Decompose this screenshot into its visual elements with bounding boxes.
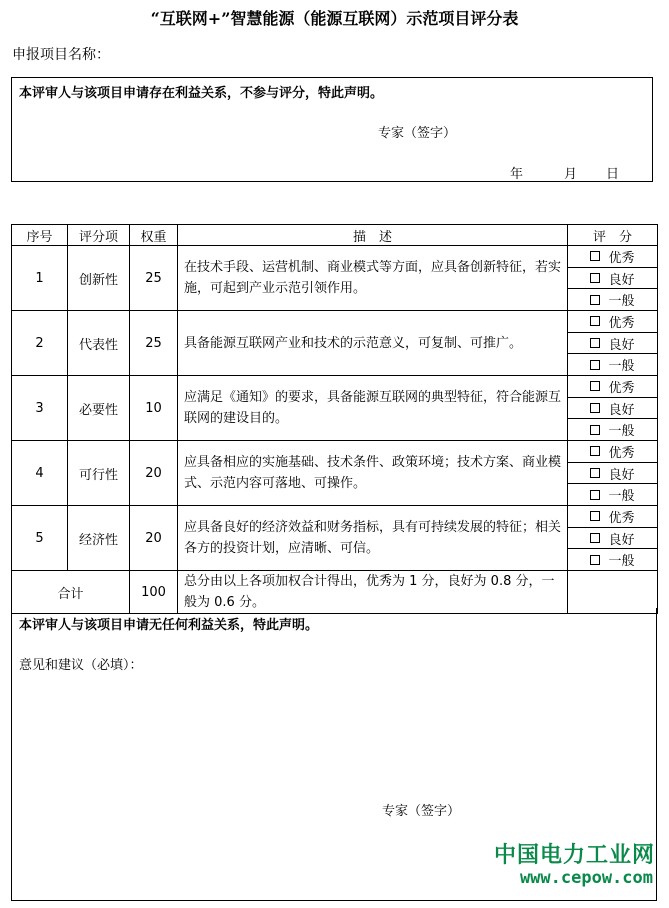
score-option-label: 一般 (608, 554, 635, 570)
row-description: 应具备相应的实施基础、技术条件、政策环境；技术方案、商业模式、示范内容可落地、可操作。 (178, 441, 568, 506)
no-conflict-declaration-text: 本评审人与该项目申请无任何利益关系，特此声明。 (19, 618, 319, 633)
score-option-label: 优秀 (608, 250, 635, 266)
checkbox-icon[interactable] (590, 338, 600, 348)
score-option[interactable] (568, 398, 657, 420)
checkbox-icon[interactable] (590, 446, 600, 456)
table-row (12, 311, 658, 376)
header-description: 描 述 (178, 225, 568, 246)
header-no: 序号 (12, 225, 68, 246)
score-option-label: 良好 (608, 402, 635, 418)
month-label: 月 (564, 167, 578, 182)
row-description: 应具备良好的经济效益和财务指标，具有可持续发展的特征；相关各方的投资计划，应清晰、可信。 (178, 506, 568, 571)
row-score-options (568, 311, 658, 376)
row-score-options (568, 246, 658, 311)
row-item: 创新性 (68, 246, 130, 311)
header-weight: 权重 (130, 225, 178, 246)
score-option[interactable] (568, 441, 657, 463)
row-no: 4 (12, 441, 68, 506)
score-option[interactable] (568, 549, 657, 570)
row-weight: 20 (130, 441, 178, 506)
checkbox-icon[interactable] (590, 511, 600, 521)
row-score-options (568, 441, 658, 506)
row-no: 3 (12, 376, 68, 441)
table-header-row (12, 225, 658, 246)
row-score-options (568, 506, 658, 571)
row-no: 5 (12, 506, 68, 571)
table-row (12, 506, 658, 571)
row-no: 2 (12, 311, 68, 376)
score-option-label: 良好 (608, 532, 635, 548)
row-item: 代表性 (68, 311, 130, 376)
score-option-label: 一般 (608, 489, 635, 505)
row-description: 在技术手段、运营机制、商业模式等方面，应具备创新特征，若实施，可起到产业示范引领作用。 (178, 246, 568, 311)
checkbox-icon[interactable] (590, 316, 600, 326)
score-option-label: 优秀 (608, 315, 635, 331)
score-option[interactable] (568, 419, 657, 440)
checkbox-icon[interactable] (590, 360, 600, 370)
score-option[interactable] (568, 354, 657, 375)
score-option-label: 一般 (608, 359, 635, 375)
row-description: 具备能源互联网产业和技术的示范意义，可复制、可推广。 (178, 311, 568, 376)
checkbox-icon[interactable] (590, 490, 600, 500)
signature-label: 专家（签字） (378, 126, 457, 141)
score-table (11, 224, 658, 614)
checkbox-icon[interactable] (590, 403, 600, 413)
checkbox-icon[interactable] (590, 468, 600, 478)
score-option[interactable] (568, 268, 657, 290)
signature-label-2: 专家（签字） (382, 804, 461, 819)
score-option[interactable] (568, 311, 657, 333)
header-score: 评 分 (568, 225, 658, 246)
score-option-label: 一般 (608, 294, 635, 310)
table-row (12, 441, 658, 506)
table-row (12, 246, 658, 311)
header-item: 评分项 (68, 225, 130, 246)
watermark-url: www.cepow.com (519, 868, 653, 888)
conflict-declaration-box (11, 77, 653, 182)
checkbox-icon[interactable] (590, 381, 600, 391)
score-option-label: 良好 (608, 272, 635, 288)
score-option[interactable] (568, 463, 657, 485)
score-option[interactable] (568, 506, 657, 528)
score-option-label: 良好 (608, 467, 635, 483)
row-no: 1 (12, 246, 68, 311)
checkbox-icon[interactable] (590, 295, 600, 305)
table-row (12, 376, 658, 441)
score-option-label: 优秀 (608, 380, 635, 396)
row-weight: 20 (130, 506, 178, 571)
row-weight: 25 (130, 311, 178, 376)
year-label: 年 (510, 167, 524, 182)
page-title: “互联网+”智慧能源（能源互联网）示范项目评分表 (150, 9, 519, 28)
score-option[interactable] (568, 528, 657, 550)
row-item: 经济性 (68, 506, 130, 571)
row-score-options (568, 376, 658, 441)
conflict-declaration-text: 本评审人与该项目申请存在利益关系，不参与评分，特此声明。 (19, 86, 384, 101)
total-label: 合计 (12, 571, 130, 614)
score-option[interactable] (568, 376, 657, 398)
score-option-label: 优秀 (608, 510, 635, 526)
checkbox-icon[interactable] (590, 533, 600, 543)
score-option[interactable] (568, 333, 657, 355)
row-description: 应满足《通知》的要求，具备能源互联网的典型特征，符合能源互联网的建设目的。 (178, 376, 568, 441)
score-option-label: 一般 (608, 424, 635, 440)
total-weight: 100 (130, 571, 178, 614)
row-weight: 25 (130, 246, 178, 311)
checkbox-icon[interactable] (590, 425, 600, 435)
checkbox-icon[interactable] (590, 273, 600, 283)
checkbox-icon[interactable] (590, 251, 600, 261)
day-label: 日 (606, 167, 620, 182)
checkbox-icon[interactable] (590, 555, 600, 565)
score-option[interactable] (568, 246, 657, 268)
opinion-label: 意见和建议（必填）： (19, 658, 143, 673)
row-weight: 10 (130, 376, 178, 441)
score-option-label: 良好 (608, 337, 635, 353)
row-item: 必要性 (68, 376, 130, 441)
project-name-label: 申报项目名称： (12, 47, 110, 63)
row-item: 可行性 (68, 441, 130, 506)
score-option-label: 优秀 (608, 445, 635, 461)
score-option[interactable] (568, 289, 657, 310)
total-description: 总分由以上各项加权合计得出，优秀为 1 分，良好为 0.8 分，一般为 0.6 分。 (178, 571, 568, 614)
score-option[interactable] (568, 484, 657, 505)
watermark-name: 中国电力工业网 (493, 843, 655, 868)
